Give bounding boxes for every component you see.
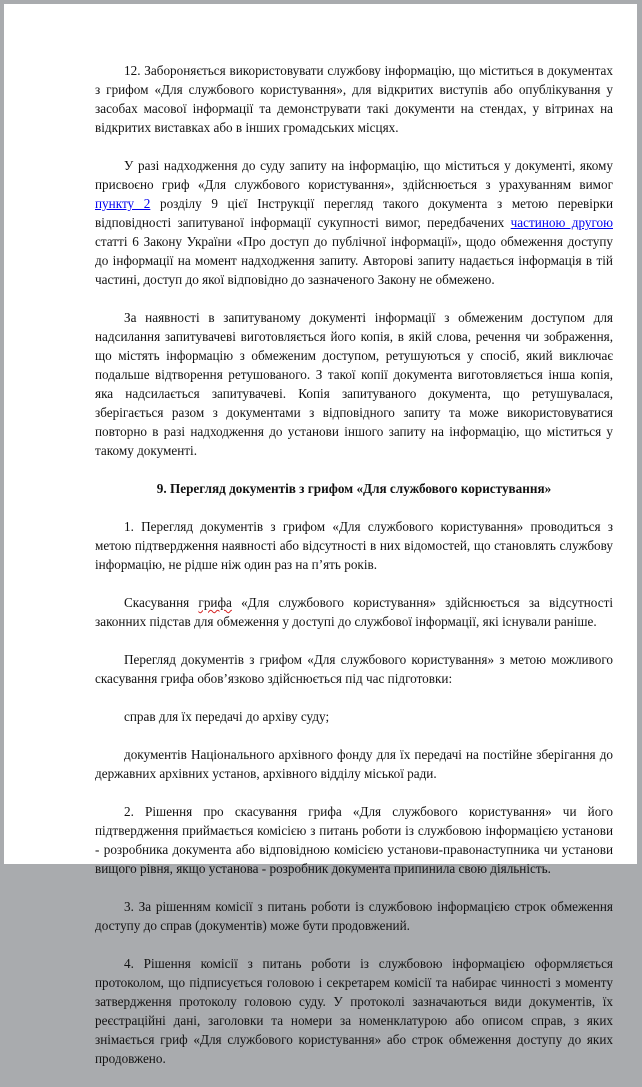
paragraph-text: У разі надходження до суду запиту на інформацію, що міститься у документі, якому присвоєно гриф «Для службового користування», здійснюється з урахуванням вимог xyxy=(95,158,613,192)
paragraph-section-item-4: 4. Рішення комісії з питань роботи із службовою інформацією оформляється протоколом, що підписується головою і секретарем комісії та набирає чинності з моменту затвердження протоколу головою суду. У протоколі зазначаються види документів, їх реєстраційні дані, заголовки та номери за номенклатурою або описом справ, з яких знімається гриф «Для службового користування» або строк обмеження доступу до яких продовжено. xyxy=(95,956,613,1066)
paragraph-text: «Для службового користування» здійснюється за відсутності законних підстав для обмеження у доступі до службової інформації, які існували раніше. xyxy=(95,595,613,629)
paragraph-section-item-3: 3. За рішенням комісії з питань роботи із службовою інформацією строк обмеження доступу до справ (документів) може бути продовжений. xyxy=(95,899,613,933)
paragraph-item-12: 12. Забороняється використовувати службову інформацію, що міститься в документах з грифом «Для службового користування», для відкритих виступів або опублікування у засобах масової інформації та демонструвати такі документи на стендах, у вітринах на відкритих виставках або в інших громадських місцях. xyxy=(95,63,613,135)
paragraph-cases-archive: справ для їх передачі до архіву суду; xyxy=(124,709,330,724)
paragraph-text: розділу 9 цієї Інструкції перегляд такого документа з метою перевірки відповідності запитуваної інформації сукупності вимог, передбачених xyxy=(95,196,614,230)
link-chastyna-druha[interactable]: частиною другою xyxy=(510,215,613,230)
paragraph-section-item-2: 2. Рішення про скасування грифа «Для службового користування» чи його підтвердження приймається комісією з питань роботи із службовою інформацією установи - розробника документа або відповідною комісією установи-правонаступника чи установи вищого рівня, якщо установа - розробник документа припинила свою діяльність. xyxy=(95,804,613,876)
paragraph-court-request xyxy=(95,156,613,289)
document-page xyxy=(4,4,637,1066)
document-body xyxy=(95,61,613,1087)
paragraph-restricted-info: За наявності в запитуваному документі інформації з обмеженим доступом для надсилання запитувачеві виготовляється його копія, в якій слова, речення чи зображення, що містять інформацію з обмеженим доступом, ретушуються у спосіб, який виключає подальше відтворення ретушованого. З такої копії документа виготовляється інша копія, яка надсилається запитувачеві. Копія запитуваного документа, що ретушувалася, зберігається разом з документами з відповідного запиту та може використовуватися повторно в разі надходження до установи іншого запиту на інформацію, що міститься у такому документі. xyxy=(95,310,613,458)
misspelled-word[interactable]: грифа xyxy=(198,595,232,610)
section-heading: 9. Перегляд документів з грифом «Для службового користування» xyxy=(156,481,552,496)
paragraph-section-item-1: 1. Перегляд документів з грифом «Для службового користування» проводиться з метою підтвердження наявності або відсутності в них відомостей, що становлять службову інформацію, не рідше ніж один раз на п’ять років. xyxy=(95,519,613,572)
link-punkt-2[interactable]: пункту 2 xyxy=(95,196,151,211)
paragraph-text: статті 6 Закону України «Про доступ до публічної інформації», щодо обмеження доступу до інформації на момент надходження запиту. Авторові запиту надається інформація в тій частині, доступ до якої відповідно до зазначеного Закону не обмежено. xyxy=(95,234,613,287)
paragraph-national-archive: документів Національного архівного фонду для їх передачі на постійне зберігання до державних архівних установ, архівного відділу міської ради. xyxy=(95,747,613,781)
paragraph-review-purpose: Перегляд документів з грифом «Для службового користування» з метою можливого скасування грифа обов’язково здійснюється під час підготовки: xyxy=(95,652,613,686)
paragraph-cancel-classification xyxy=(95,593,613,631)
paragraph-text: Скасування xyxy=(124,595,199,610)
